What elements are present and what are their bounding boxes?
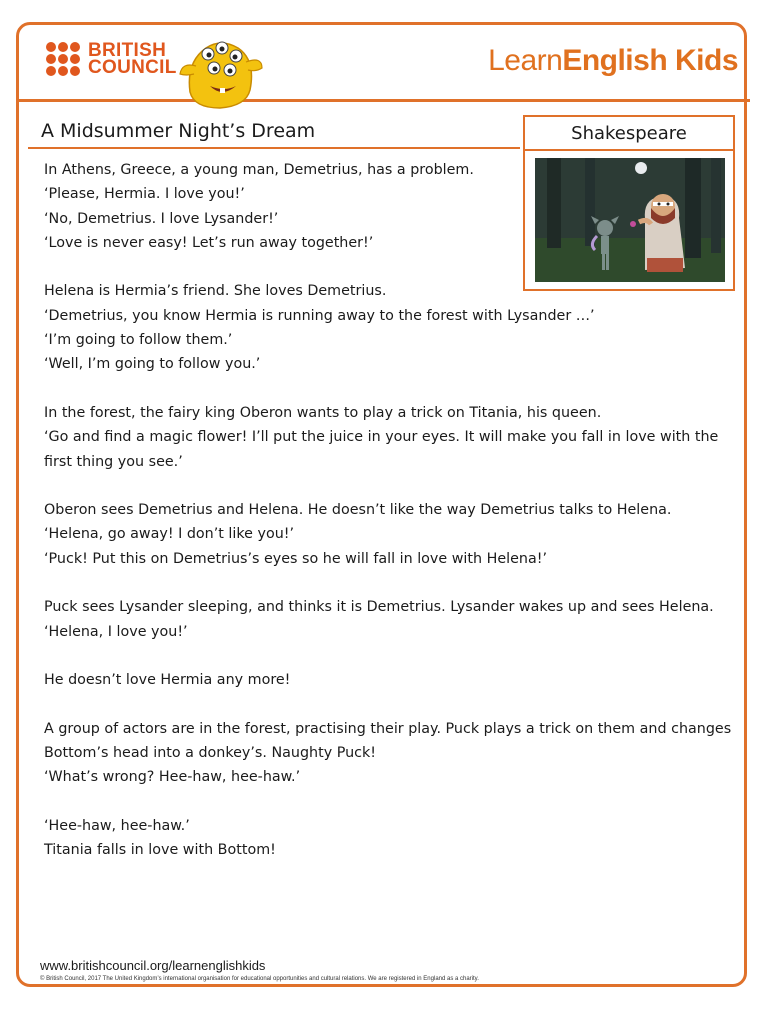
title-underline bbox=[28, 147, 520, 149]
story-paragraph bbox=[44, 498, 734, 571]
story-line: He doesn’t love Hermia any more! bbox=[44, 672, 291, 689]
story-line: In Athens, Greece, a young man, Demetrius, has a problem. bbox=[44, 162, 474, 178]
story-line: ‘I’m going to follow them.’ bbox=[44, 332, 233, 349]
brand-line-1: BRITISH bbox=[88, 40, 167, 61]
footer-copyright: © British Council, 2017 The United Kingdom’s international organisation for educational opportunities and cultural relations. We are registered in England as a charity. bbox=[40, 976, 479, 982]
story-line: Helena is Hermia’s friend. She loves Demetrius. bbox=[44, 283, 387, 300]
story-text bbox=[44, 158, 734, 887]
footer-url[interactable]: www.britishcouncil.org/learnenglishkids bbox=[40, 958, 266, 973]
story-line: ‘Please, Hermia. I love you!’ bbox=[44, 186, 245, 203]
story-paragraph bbox=[44, 158, 734, 255]
story-line: Oberon sees Demetrius and Helena. He doesn’t like the way Demetrius talks to Helena. bbox=[44, 502, 672, 519]
story-line: Titania falls in love with Bottom! bbox=[44, 842, 276, 859]
story-line: ‘Love is never easy! Let’s run away together!’ bbox=[44, 234, 374, 251]
story-paragraph bbox=[44, 814, 734, 863]
mascot-icon bbox=[176, 32, 266, 112]
page-title: A Midsummer Night’s Dream bbox=[41, 120, 316, 142]
story-line: ‘Well, I’m going to follow you.’ bbox=[44, 356, 261, 373]
story-line: A group of actors are in the forest, practising their play. Puck plays a trick on them and changes Bottom’s head into a donkey’s. Naughty Puck! bbox=[44, 720, 732, 762]
story-line: ‘Puck! Put this on Demetrius’s eyes so he will fall in love with Helena!’ bbox=[44, 550, 548, 567]
story-paragraph bbox=[44, 595, 734, 644]
story-line: ‘No, Demetrius. I love Lysander!’ bbox=[44, 210, 279, 227]
logo-learn-text: Learn bbox=[488, 44, 563, 77]
story-line: Puck sees Lysander sleeping, and thinks it is Demetrius. Lysander wakes up and sees Helena. bbox=[44, 599, 714, 616]
story-paragraph bbox=[44, 717, 734, 790]
story-line: ‘Demetrius, you know Hermia is running away to the forest with Lysander …’ bbox=[44, 307, 595, 324]
story-line: In the forest, the fairy king Oberon wants to play a trick on Titania, his queen. bbox=[44, 404, 602, 421]
british-council-logo bbox=[46, 42, 177, 76]
story-paragraph bbox=[44, 668, 734, 692]
logo-english-kids-text: English Kids bbox=[562, 44, 738, 77]
story-paragraph bbox=[44, 401, 734, 474]
story-line: ‘Hee-haw, hee-haw.’ bbox=[44, 818, 190, 835]
header-divider bbox=[16, 99, 750, 102]
story-line: ‘Go and find a magic flower! I’ll put the juice in your eyes. It will make you fall in love with the first thing you see.’ bbox=[44, 429, 719, 470]
learnenglish-kids-logo bbox=[488, 44, 738, 78]
brand-line-2: COUNCIL bbox=[88, 57, 177, 78]
author-label: Shakespeare bbox=[523, 115, 735, 151]
story-line: ‘What’s wrong? Hee-haw, hee-haw.’ bbox=[44, 769, 301, 786]
british-council-dots-icon bbox=[46, 42, 80, 76]
story-line: ‘Helena, I love you!’ bbox=[44, 623, 188, 640]
story-paragraph bbox=[44, 279, 734, 376]
story-line: ‘Helena, go away! I don’t like you!’ bbox=[44, 526, 295, 543]
